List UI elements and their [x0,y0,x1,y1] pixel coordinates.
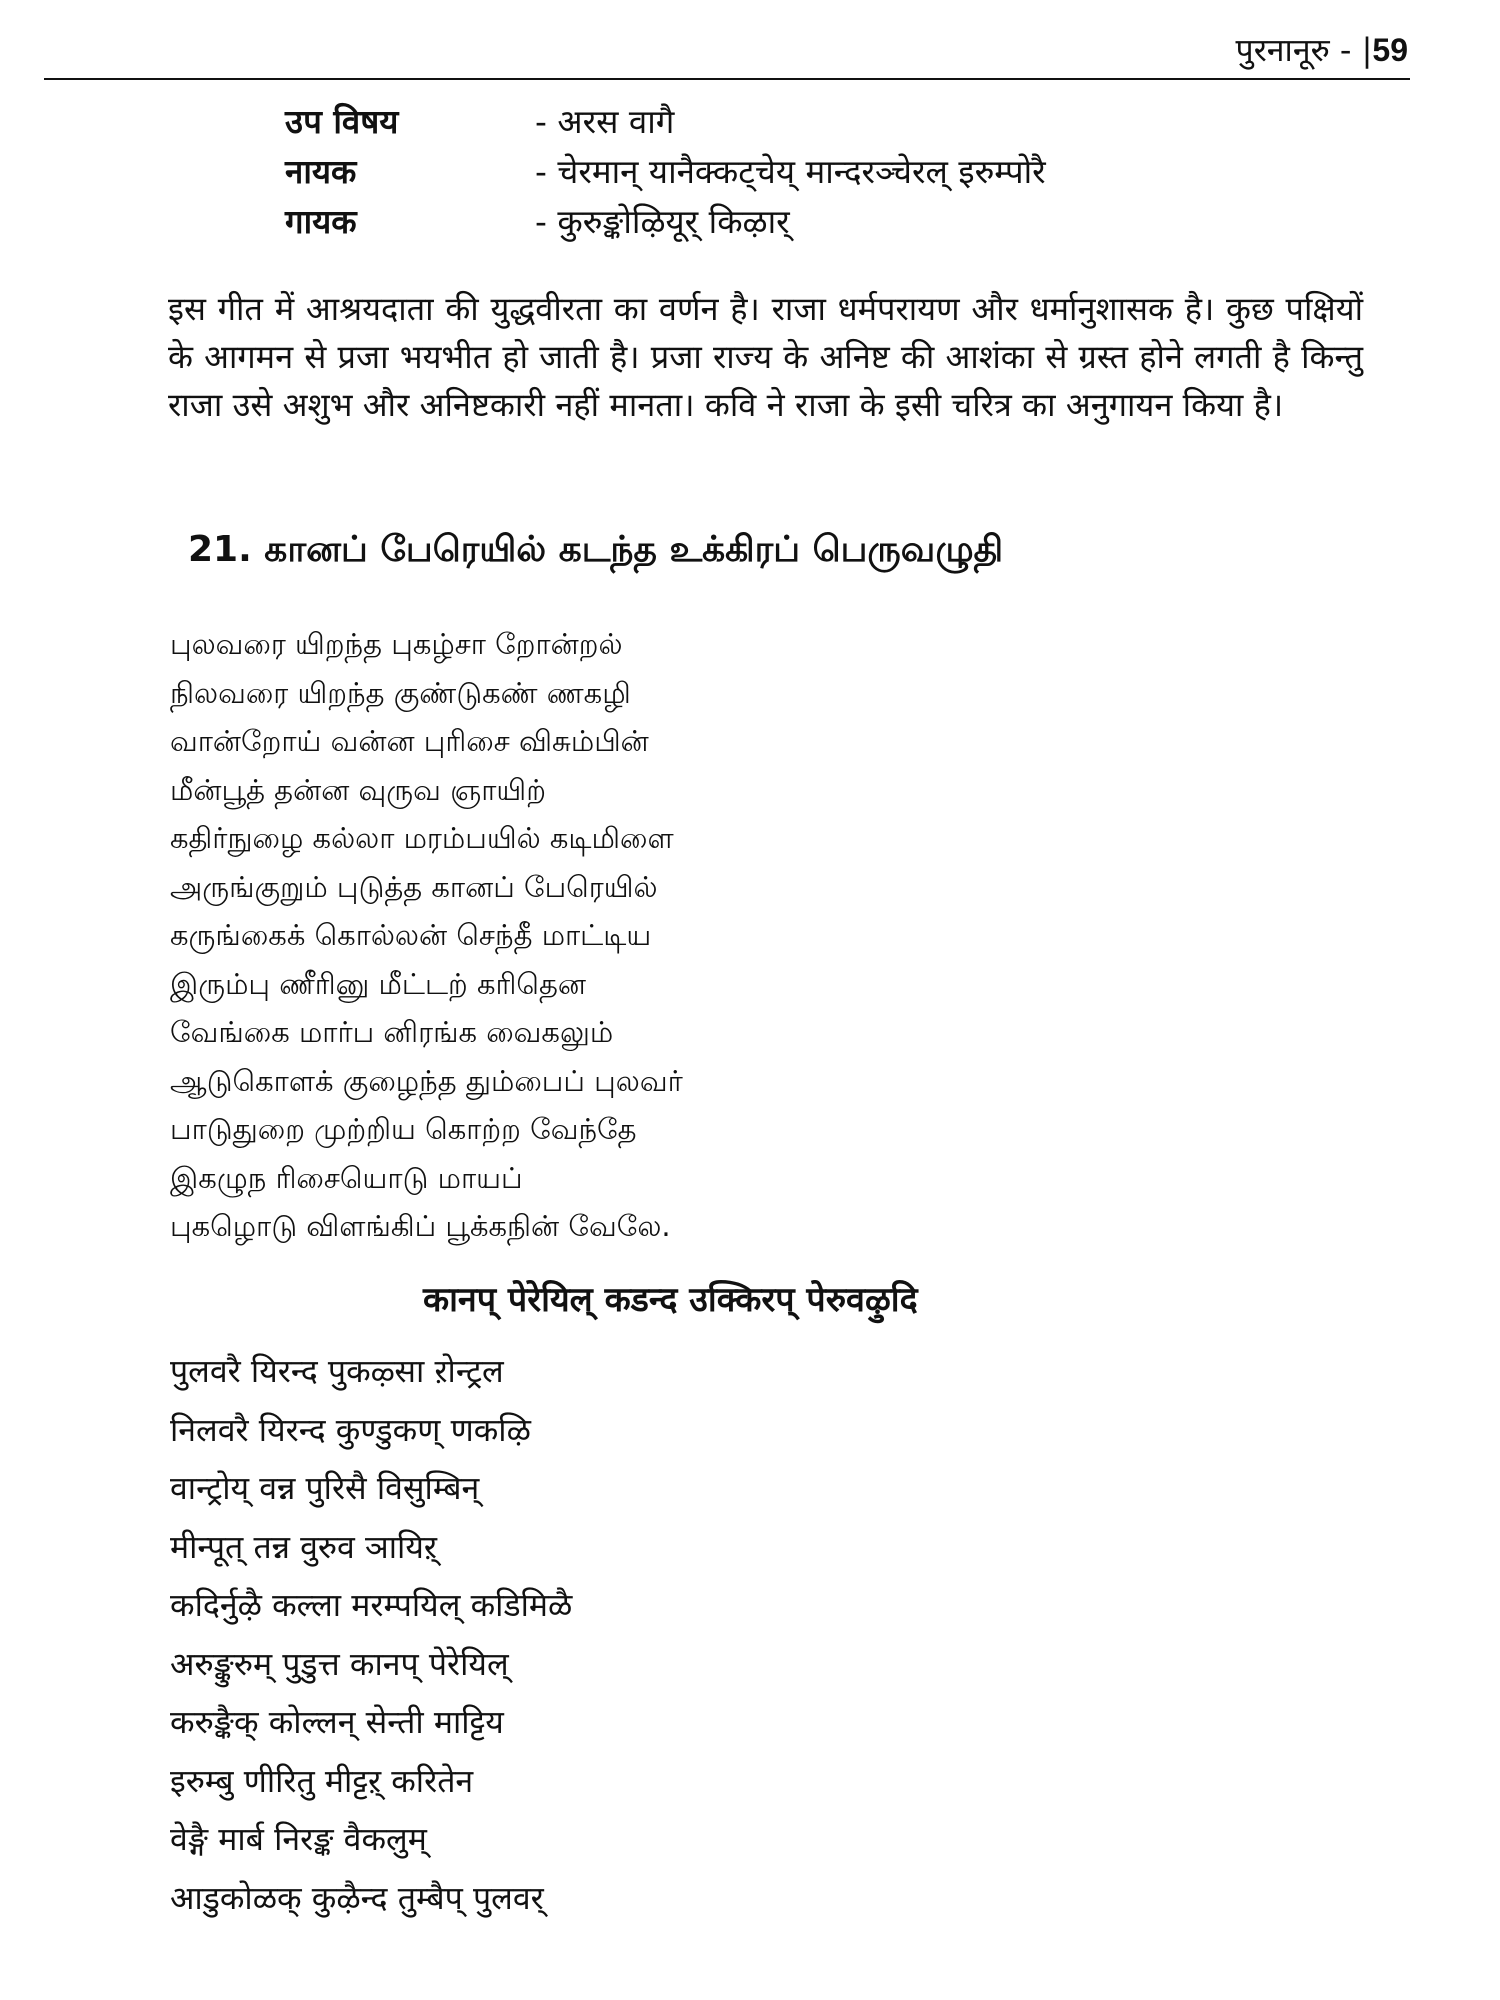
verse-line: நிலவரை யிறந்த குண்டுகண் ணகழி [170,675,631,710]
header-separator: | [1361,31,1373,69]
meta-value: - कुरुङ्कोऴियूर् किऴार् [535,201,790,241]
poem-title: 21. கானப் பேரெயில் கடந்த உக்கிரப் பெருவழுதி [188,529,1004,570]
meta-label: गायक [285,201,357,241]
verse-line: வான்றோய் வன்ன புரிசை விசும்பின் [170,724,649,758]
tamil-verse [170,620,683,1251]
verse-line: வேங்கை மார்ப னிரங்க வைகலும் [170,1015,614,1049]
verse-line: புலவரை யிறந்த புகழ்சா றோன்றல் [170,627,623,661]
verse-line: मीन्पूत् तन्न वुरुव ञायिऱ् [170,1527,437,1566]
verse-line: இரும்பு ணீரினு மீட்டற் கரிதென [170,966,586,1001]
verse-line: கருங்கைக் கொல்லன் செந்தீ மாட்டிய [170,918,652,952]
book-title: पुरनानूरु - [1235,31,1352,69]
verse-line: अरुङ्कुरुम् पुडुत्त कानप् पेरेयिल् [170,1644,509,1683]
transliteration-title: कानप् पेरेयिल् कडन्द उक्किरप् पेरुवऴुदि [423,1280,918,1320]
verse-line: பாடுதுறை முற்றிய கொற்ற வேந்தே [170,1112,637,1146]
meta-row-poet [285,195,1046,245]
verse-line: करुङ्कैक् कोल्लन् सेन्ती माट्टिय [170,1703,504,1741]
meta-row-hero [285,145,1046,195]
transliterated-verse [170,1342,572,1927]
verse-line: கதிர்நுழை கல்லா மரம்பயில் கடிமிளை [170,821,674,855]
verse-line: कदिर्नुऴै कल्ला मरम्पयिल् कडिमिळै [170,1586,573,1624]
verse-line: इरुम्बु णीरितु मीट्टऱ् करितेन [170,1761,474,1800]
verse-line: ஆடுகொளக் குழைந்த தும்பைப் புலவர் [170,1063,683,1098]
header-rule [44,78,1410,80]
verse-line: மீன்பூத் தன்ன வுருவ ஞாயிற் [170,772,546,807]
poem-metadata [285,95,1046,245]
verse-line: पुलवरै यिरन्द पुकऴ्सा ऱोन्ट्रल [170,1352,504,1390]
meta-row-subject [285,95,1046,145]
meta-value: - अरस वागै [535,101,675,141]
verse-line: இகழுந ரிசையொடு மாயப் [170,1160,523,1195]
verse-line: அருங்குறும் புடுத்த கானப் பேரெயில் [170,869,658,904]
verse-line: निलवरै यिरन्द कुण्डुकण् णकऴि [170,1410,531,1449]
intro-paragraph: इस गीत में आश्रयदाता की युद्धवीरता का वर्णन है। राजा धर्मपरायण और धर्मानुशासक है। कुछ पक्षियों के आगमन से प्रजा भयभीत हो जाती है। प्रजा राज्य के अनिष्ट की आशंका से ग्रस्त होने लगती है किन्तु राजा उसे अशुभ और अनिष्टकारी नहीं मानता। कवि ने राजा के इसी चरित्र का अनुगायन किया है। [168,290,1363,424]
meta-label: उप विषय [285,101,399,141]
meta-value: - चेरमान् यानैक्कट्चेय् मान्दरञ्चेरल् इरुम्पोरै [535,151,1046,191]
running-header [1236,28,1408,72]
verse-line: वान्ट्रोय् वन्न पुरिसै विसुम्बिन् [170,1469,480,1507]
verse-line: वेङ्गै मार्ब निरङ्क वैकलुम् [170,1820,427,1858]
page-number: 59 [1372,32,1408,68]
meta-label: नायक [285,151,357,191]
verse-line: புகழொடு விளங்கிப் பூக்கநின் வேலே. [170,1209,671,1243]
verse-line: आडुकोळक् कुऴैन्द तुम्बैप् पुलवर् [170,1878,544,1917]
